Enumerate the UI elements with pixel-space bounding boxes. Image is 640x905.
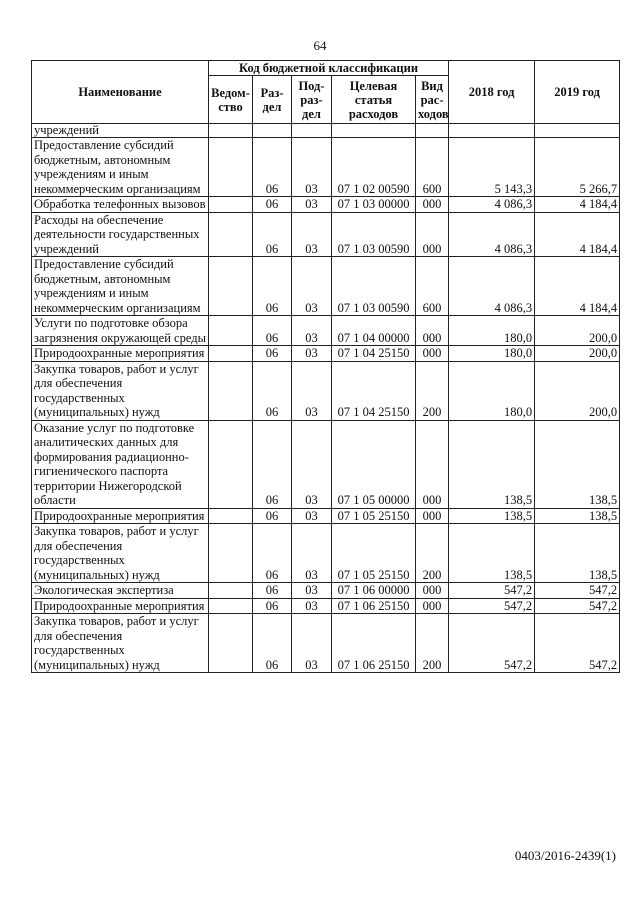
table-row xyxy=(32,138,620,197)
cell-celevaya: 07 1 04 25150 xyxy=(332,346,416,362)
cell-vid: 000 xyxy=(416,420,449,508)
cell-razdel: 06 xyxy=(253,346,292,362)
continuation-text: учреждений xyxy=(32,124,209,138)
cell-2018: 138,5 xyxy=(449,420,535,508)
cell-celevaya: 07 1 03 00590 xyxy=(332,257,416,316)
cell-razdel: 06 xyxy=(253,197,292,213)
cell-vedomstvo xyxy=(209,598,253,614)
header-2019: 2019 год xyxy=(535,61,620,124)
budget-table xyxy=(31,60,620,673)
cell-name: Обработка телефонных вызовов xyxy=(32,197,209,213)
cell-vedomstvo xyxy=(209,138,253,197)
cell-podrazdel: 03 xyxy=(292,257,332,316)
cell-name: Закупка товаров, работ и услуг для обеспечения государственных (муниципальных) нужд xyxy=(32,361,209,420)
cell-vedomstvo xyxy=(209,508,253,524)
table-row xyxy=(32,420,620,508)
cell-2018: 138,5 xyxy=(449,508,535,524)
cell-vid: 200 xyxy=(416,614,449,673)
header-podrazdel: Под- раз- дел xyxy=(292,76,332,124)
cell-podrazdel: 03 xyxy=(292,524,332,583)
cell-vid: 000 xyxy=(416,583,449,599)
continuation-row xyxy=(32,124,620,138)
cell-name: Предоставление субсидий бюджетным, автономным учреждениям и иным некоммерческим организациям xyxy=(32,138,209,197)
cell-2018: 547,2 xyxy=(449,598,535,614)
cell-vedomstvo xyxy=(209,614,253,673)
cell-2019: 200,0 xyxy=(535,346,620,362)
cell-2019: 200,0 xyxy=(535,361,620,420)
cell-razdel: 06 xyxy=(253,420,292,508)
cell-podrazdel: 03 xyxy=(292,583,332,599)
cell-razdel: 06 xyxy=(253,508,292,524)
cell-name: Закупка товаров, работ и услуг для обеспечения государственных (муниципальных) нужд xyxy=(32,524,209,583)
table-row xyxy=(32,583,620,599)
cell-vid: 200 xyxy=(416,524,449,583)
cell-vid: 000 xyxy=(416,212,449,257)
header-razdel: Раз- дел xyxy=(253,76,292,124)
cell-celevaya: 07 1 06 25150 xyxy=(332,614,416,673)
cell-celevaya: 07 1 06 25150 xyxy=(332,598,416,614)
cell-vedomstvo xyxy=(209,197,253,213)
cell-vedomstvo xyxy=(209,361,253,420)
header-name: Наименование xyxy=(32,61,209,124)
table-row xyxy=(32,346,620,362)
cell-2019: 4 184,4 xyxy=(535,212,620,257)
cell-2019: 547,2 xyxy=(535,598,620,614)
cell-2019: 200,0 xyxy=(535,316,620,346)
cell-vedomstvo xyxy=(209,583,253,599)
cell-vedomstvo xyxy=(209,346,253,362)
cell-name: Природоохранные мероприятия xyxy=(32,508,209,524)
cell-2019: 547,2 xyxy=(535,583,620,599)
cell-vid: 600 xyxy=(416,257,449,316)
cell-razdel: 06 xyxy=(253,212,292,257)
cell-podrazdel: 03 xyxy=(292,508,332,524)
table-body xyxy=(32,124,620,673)
cell-2018: 5 143,3 xyxy=(449,138,535,197)
cell-2019: 4 184,4 xyxy=(535,257,620,316)
cell-celevaya: 07 1 05 25150 xyxy=(332,508,416,524)
cell-2018: 4 086,3 xyxy=(449,212,535,257)
cell-podrazdel: 03 xyxy=(292,598,332,614)
cell-vedomstvo xyxy=(209,257,253,316)
cell-2019: 4 184,4 xyxy=(535,197,620,213)
cell-razdel: 06 xyxy=(253,361,292,420)
cell-name: Природоохранные мероприятия xyxy=(32,598,209,614)
cell-razdel: 06 xyxy=(253,138,292,197)
cell-podrazdel: 03 xyxy=(292,420,332,508)
cell-2018: 180,0 xyxy=(449,316,535,346)
cell-vedomstvo xyxy=(209,420,253,508)
cell-vedomstvo xyxy=(209,524,253,583)
cell-2019: 138,5 xyxy=(535,508,620,524)
cell-vid: 000 xyxy=(416,197,449,213)
cell-razdel: 06 xyxy=(253,614,292,673)
table-row xyxy=(32,598,620,614)
table-row xyxy=(32,508,620,524)
cell-2018: 547,2 xyxy=(449,614,535,673)
cell-celevaya: 07 1 05 00000 xyxy=(332,420,416,508)
cell-name: Закупка товаров, работ и услуг для обеспечения государственных (муниципальных) нужд xyxy=(32,614,209,673)
table-row xyxy=(32,316,620,346)
cell-razdel: 06 xyxy=(253,598,292,614)
cell-podrazdel: 03 xyxy=(292,212,332,257)
cell-razdel: 06 xyxy=(253,316,292,346)
header-vedomstvo: Ведом- ство xyxy=(209,76,253,124)
cell-razdel: 06 xyxy=(253,524,292,583)
table-row xyxy=(32,524,620,583)
table-row xyxy=(32,212,620,257)
cell-podrazdel: 03 xyxy=(292,361,332,420)
cell-celevaya: 07 1 06 00000 xyxy=(332,583,416,599)
cell-vedomstvo xyxy=(209,212,253,257)
page-number: 64 xyxy=(313,38,327,53)
cell-podrazdel: 03 xyxy=(292,316,332,346)
header-2018: 2018 год xyxy=(449,61,535,124)
cell-2018: 4 086,3 xyxy=(449,197,535,213)
cell-razdel: 06 xyxy=(253,257,292,316)
cell-podrazdel: 03 xyxy=(292,346,332,362)
table-row xyxy=(32,257,620,316)
cell-2018: 4 086,3 xyxy=(449,257,535,316)
cell-2019: 5 266,7 xyxy=(535,138,620,197)
cell-2018: 180,0 xyxy=(449,346,535,362)
cell-razdel: 06 xyxy=(253,583,292,599)
cell-2019: 138,5 xyxy=(535,524,620,583)
cell-name: Природоохранные мероприятия xyxy=(32,346,209,362)
cell-2019: 547,2 xyxy=(535,614,620,673)
cell-vid: 200 xyxy=(416,361,449,420)
cell-celevaya: 07 1 03 00000 xyxy=(332,197,416,213)
cell-vid: 000 xyxy=(416,598,449,614)
table-header xyxy=(32,61,620,124)
cell-podrazdel: 03 xyxy=(292,197,332,213)
header-group: Код бюджетной классификации xyxy=(209,61,449,76)
cell-name: Оказание услуг по подготовке аналитических данных для формирования радиационно-гигиенического паспорта территории Нижегородской области xyxy=(32,420,209,508)
table-row xyxy=(32,614,620,673)
cell-2018: 138,5 xyxy=(449,524,535,583)
cell-podrazdel: 03 xyxy=(292,138,332,197)
cell-podrazdel: 03 xyxy=(292,614,332,673)
cell-name: Расходы на обеспечение деятельности государственных учреждений xyxy=(32,212,209,257)
cell-2019: 138,5 xyxy=(535,420,620,508)
cell-vid: 000 xyxy=(416,316,449,346)
cell-celevaya: 07 1 04 00000 xyxy=(332,316,416,346)
header-vid: Вид рас- ходов xyxy=(416,76,449,124)
cell-celevaya: 07 1 05 25150 xyxy=(332,524,416,583)
cell-name: Предоставление субсидий бюджетным, автономным учреждениям и иным некоммерческим организациям xyxy=(32,257,209,316)
cell-2018: 547,2 xyxy=(449,583,535,599)
cell-2018: 180,0 xyxy=(449,361,535,420)
cell-vid: 600 xyxy=(416,138,449,197)
cell-vid: 000 xyxy=(416,346,449,362)
table-row xyxy=(32,361,620,420)
cell-celevaya: 07 1 02 00590 xyxy=(332,138,416,197)
header-celevaya: Целевая статья расходов xyxy=(332,76,416,124)
cell-vid: 000 xyxy=(416,508,449,524)
cell-name: Услуги по подготовке обзора загрязнения окружающей среды xyxy=(32,316,209,346)
document-code: 0403/2016-2439(1) xyxy=(514,848,616,863)
cell-vedomstvo xyxy=(209,316,253,346)
cell-name: Экологическая экспертиза xyxy=(32,583,209,599)
cell-celevaya: 07 1 03 00590 xyxy=(332,212,416,257)
table-row xyxy=(32,197,620,213)
cell-celevaya: 07 1 04 25150 xyxy=(332,361,416,420)
